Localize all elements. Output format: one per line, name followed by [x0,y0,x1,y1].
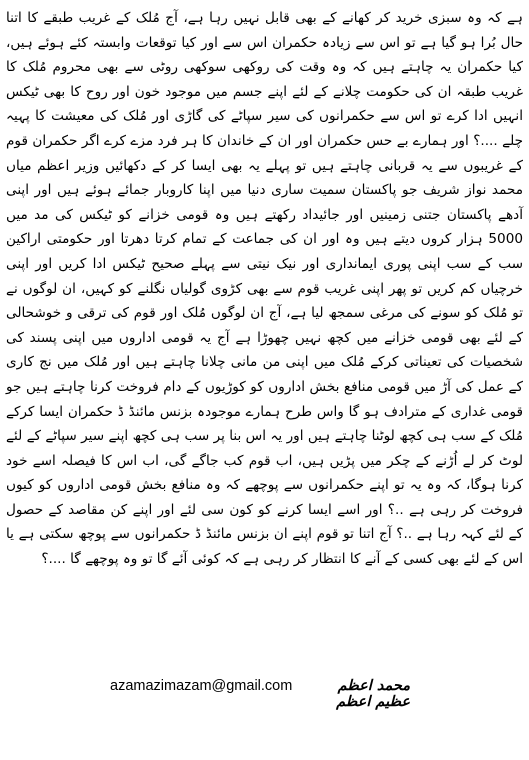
article-body [6,6,523,572]
author-email: azamazimazam@gmail.com [110,678,293,694]
author-name: محمد اعظم عظیم اعظم [336,678,410,710]
article-paragraph: ہے کہ وہ سبزی خرید کر کھانے کے بھی قابل نہیں رہا ہے، آج مُلک کے غریب طبقے کا اتنا حال بُرا ہو گیا ہے تو اس سے زیادہ حکمران اس سے اور کیا توقعات وابستہ کئے ہوئے ہیں، کیا حکمران یہ چاہتے ہیں کہ وہ وقت کی روکھی سوکھی روٹی سے بھی محروم مُلک کا غریب طبقہ ان کی حکومت چلانے کے لئے اپنے جسم میں موجود خون اور روح کا بھی ٹیکس انہیں ادا کرے تو اس سے حکمرانوں کی سیر سپاٹے کی گاڑی اور مُلک کی معیشت کا پہیہ چلے ....؟ اور ہمارے بے حس حکمران اور ان کے خاندان کا ہر فرد مزے کرے اگر حکمران قوم کے غریبوں سے یہ قربانی چاہتے ہیں تو پہلے یہ بھی ایسا کر کے دکھائیں وزیر اعظم میاں محمد نواز شریف جو پاکستان سمیت ساری دنیا میں اپنا کاروبار جمائے ہوئے ہیں اور اپنی آدھے پاکستان جتنی زمینیں اور جائیداد رکھتے ہیں وہ قومی خزانے کو ٹیکس کی مد میں 5000 ہزار کروں دیتے ہیں وہ اور ان کی جماعت کے تمام کرتا دھرتا اور حکومتی اراکین سب کے سب اپنی پوری ایمانداری اور نیک نیتی سے پہلے صحیح ٹیکس ادا کریں اور اپنی خرچیاں کم کریں تو پھر اپنی غریب قوم سے بھی کڑوی گولیاں نگلنے کو کہیں، ان لوگوں نے تو مُلک کو سونے کی مرغی سمجھ لیا ہے، آج ان لوگوں مُلک اور قوم کی ترقی و خوشحالی کے لئے بھی قومی خزانے میں کچھ نہیں چھوڑا ہے آج یہ قومی اداروں میں اپنی پسند کی شخصیات کی تعیناتی کرکے مُلک میں اپنی من مانی چلانا چاہتے ہیں اور مُلک میں نج کاری کے عمل کی آڑ میں قومی منافع بخش اداروں کو کوڑیوں کے دام فروخت کرنا چاہتے ہیں جو قومی غداری کے مترادف ہو گا واس طرح ہمارے موجودہ بزنس مائنڈ ڈ حکمران ایسا کرکے مُلک کے سب ہی کچھ لوٹنا چاہتے ہیں اور یہ اس بنا پر سب ہی کچھ اپنے سیر سپاٹے کے لئے لوٹ کر لے اُڑنے کے چکر میں پڑیں ہیں، اب قوم کب جاگے گی، اب اس کا فیصلہ اسے خود کرنا ہوگا، کہ وہ یہ تو اپنے حکمرانوں سے پوچھے کہ وہ منافع بخش قومی اداروں کو کیوں فروخت کر رہی ہے ..؟ اور اسے ایسا کرنے کو کون سی لئے اور اپنے کن مقاصد کے حصول کے لئے کہہ رہا ہے ..؟ آج اتنا تو قوم اپنے ان بزنس مائنڈ ڈ حکمرانوں سے پوچھ سکتی ہے یا اس کے لئے بھی کسی کے آنے کا انتظار کر رہی ہے کہ کوئی آئے گا تو وہ پوچھے گا ....؟ [6,10,523,568]
signature-line [110,678,410,710]
